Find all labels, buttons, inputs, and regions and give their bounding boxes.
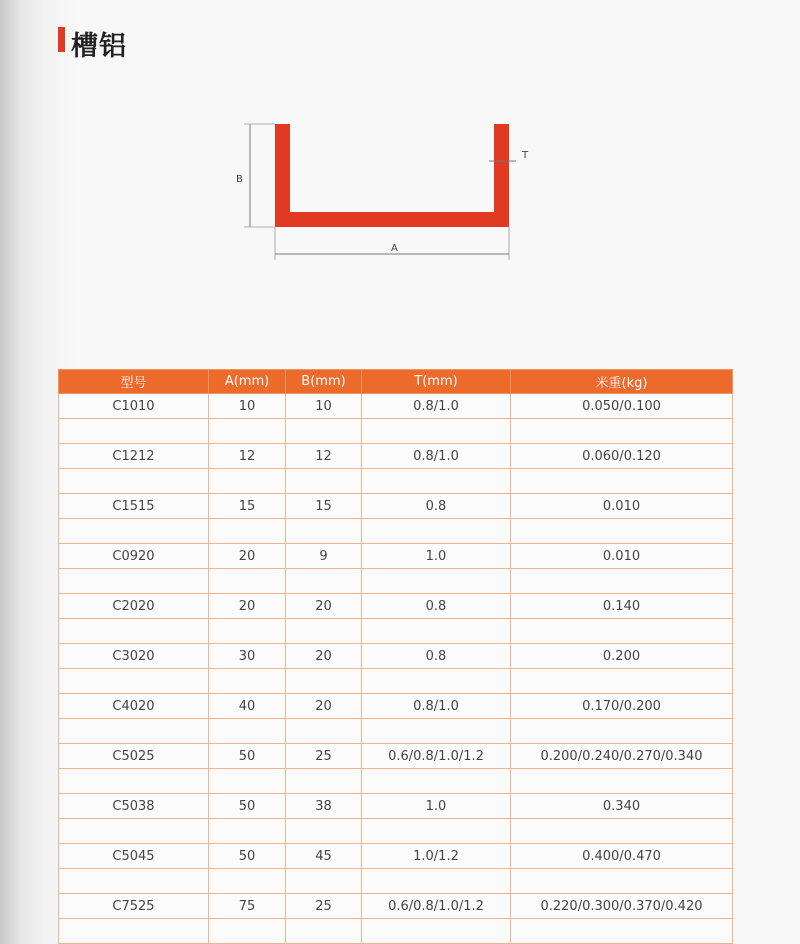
table-spacer-row — [59, 619, 733, 644]
cell-b: 9 — [286, 544, 362, 569]
table-row — [59, 644, 733, 669]
spacer-cell — [362, 619, 511, 644]
spacer-cell — [286, 469, 362, 494]
cell-model: C1212 — [59, 444, 209, 469]
spacer-cell — [59, 569, 209, 594]
spacer-cell — [362, 419, 511, 444]
spacer-cell — [511, 719, 733, 744]
spacer-cell — [286, 519, 362, 544]
cell-t: 0.6/0.8/1.0/1.2 — [362, 744, 511, 769]
cell-a: 12 — [209, 444, 286, 469]
header-model: 型号 — [59, 370, 209, 394]
spacer-cell — [209, 719, 286, 744]
spec-table — [58, 369, 733, 944]
cell-weight: 0.050/0.100 — [511, 394, 733, 419]
table-spacer-row — [59, 469, 733, 494]
spacer-cell — [286, 869, 362, 894]
spacer-cell — [511, 619, 733, 644]
spacer-cell — [362, 519, 511, 544]
spacer-cell — [286, 619, 362, 644]
spacer-cell — [511, 569, 733, 594]
cell-weight: 0.200/0.240/0.270/0.340 — [511, 744, 733, 769]
spacer-cell — [511, 519, 733, 544]
spacer-cell — [59, 619, 209, 644]
cell-b: 25 — [286, 894, 362, 919]
spacer-cell — [362, 769, 511, 794]
cell-weight: 0.060/0.120 — [511, 444, 733, 469]
cell-a: 40 — [209, 694, 286, 719]
spacer-cell — [209, 569, 286, 594]
dim-label-a: A — [391, 243, 398, 254]
cell-t: 0.8 — [362, 644, 511, 669]
cell-t: 0.8 — [362, 494, 511, 519]
table-header-row — [59, 370, 733, 394]
cell-b: 15 — [286, 494, 362, 519]
spacer-cell — [511, 819, 733, 844]
table-spacer-row — [59, 519, 733, 544]
cell-b: 20 — [286, 594, 362, 619]
cell-weight: 0.220/0.300/0.370/0.420 — [511, 894, 733, 919]
spacer-cell — [362, 569, 511, 594]
cell-model: C5045 — [59, 844, 209, 869]
cell-t: 0.8 — [362, 594, 511, 619]
spacer-cell — [59, 919, 209, 944]
table-spacer-row — [59, 919, 733, 944]
spacer-cell — [511, 419, 733, 444]
table-spacer-row — [59, 869, 733, 894]
cell-b: 20 — [286, 644, 362, 669]
spacer-cell — [59, 669, 209, 694]
cell-model: C5038 — [59, 794, 209, 819]
cell-a: 20 — [209, 594, 286, 619]
cell-model: C1010 — [59, 394, 209, 419]
table-row — [59, 594, 733, 619]
spacer-cell — [209, 469, 286, 494]
channel-profile-diagram — [0, 0, 800, 300]
spacer-cell — [286, 819, 362, 844]
spacer-cell — [511, 669, 733, 694]
cell-model: C0920 — [59, 544, 209, 569]
cell-weight: 0.200 — [511, 644, 733, 669]
cell-b: 20 — [286, 694, 362, 719]
cell-t: 0.8/1.0 — [362, 444, 511, 469]
cell-t: 1.0 — [362, 544, 511, 569]
table-row — [59, 894, 733, 919]
header-t: T(mm) — [362, 370, 511, 394]
spacer-cell — [511, 769, 733, 794]
cell-b: 38 — [286, 794, 362, 819]
header-b: B(mm) — [286, 370, 362, 394]
cell-weight: 0.010 — [511, 494, 733, 519]
cell-model: C4020 — [59, 694, 209, 719]
spacer-cell — [209, 919, 286, 944]
spacer-cell — [59, 719, 209, 744]
table-row — [59, 844, 733, 869]
table-spacer-row — [59, 569, 733, 594]
spacer-cell — [59, 519, 209, 544]
dim-label-b: B — [236, 174, 243, 185]
spacer-cell — [286, 569, 362, 594]
spacer-cell — [209, 519, 286, 544]
cell-t: 0.8/1.0 — [362, 694, 511, 719]
spacer-cell — [59, 769, 209, 794]
cell-weight: 0.340 — [511, 794, 733, 819]
cell-a: 10 — [209, 394, 286, 419]
spacer-cell — [59, 419, 209, 444]
cell-weight: 0.170/0.200 — [511, 694, 733, 719]
table-spacer-row — [59, 419, 733, 444]
spacer-cell — [362, 919, 511, 944]
cell-t: 0.6/0.8/1.0/1.2 — [362, 894, 511, 919]
cell-b: 10 — [286, 394, 362, 419]
cell-b: 25 — [286, 744, 362, 769]
spacer-cell — [209, 869, 286, 894]
cell-model: C2020 — [59, 594, 209, 619]
spacer-cell — [286, 719, 362, 744]
spacer-cell — [286, 769, 362, 794]
spacer-cell — [511, 919, 733, 944]
cell-t: 0.8/1.0 — [362, 394, 511, 419]
spacer-cell — [511, 469, 733, 494]
cell-weight: 0.140 — [511, 594, 733, 619]
cell-t: 1.0/1.2 — [362, 844, 511, 869]
table-row — [59, 444, 733, 469]
table-row — [59, 744, 733, 769]
spacer-cell — [362, 469, 511, 494]
cell-a: 50 — [209, 844, 286, 869]
table-row — [59, 794, 733, 819]
spacer-cell — [59, 469, 209, 494]
cell-a: 15 — [209, 494, 286, 519]
table-spacer-row — [59, 769, 733, 794]
table-row — [59, 494, 733, 519]
spacer-cell — [209, 819, 286, 844]
cell-b: 12 — [286, 444, 362, 469]
header-weight: 米重(kg) — [511, 370, 733, 394]
channel-profile-shape — [275, 124, 509, 227]
cell-model: C3020 — [59, 644, 209, 669]
cell-model: C5025 — [59, 744, 209, 769]
cell-a: 20 — [209, 544, 286, 569]
spacer-cell — [286, 669, 362, 694]
spacer-cell — [59, 869, 209, 894]
header-a: A(mm) — [209, 370, 286, 394]
cell-a: 50 — [209, 744, 286, 769]
spacer-cell — [362, 719, 511, 744]
spacer-cell — [209, 769, 286, 794]
cell-a: 75 — [209, 894, 286, 919]
spacer-cell — [286, 919, 362, 944]
spacer-cell — [286, 419, 362, 444]
cell-a: 50 — [209, 794, 286, 819]
cell-model: C7525 — [59, 894, 209, 919]
cell-b: 45 — [286, 844, 362, 869]
spacer-cell — [362, 669, 511, 694]
table-row — [59, 544, 733, 569]
spacer-cell — [209, 669, 286, 694]
spacer-cell — [511, 869, 733, 894]
spacer-cell — [209, 619, 286, 644]
spacer-cell — [362, 819, 511, 844]
spacer-cell — [209, 419, 286, 444]
table-row — [59, 394, 733, 419]
cell-t: 1.0 — [362, 794, 511, 819]
cell-weight: 0.400/0.470 — [511, 844, 733, 869]
spacer-cell — [59, 819, 209, 844]
table-spacer-row — [59, 719, 733, 744]
cell-model: C1515 — [59, 494, 209, 519]
table-row — [59, 694, 733, 719]
table-spacer-row — [59, 669, 733, 694]
table-spacer-row — [59, 819, 733, 844]
dim-label-t: T — [522, 150, 529, 161]
page-title: 槽铝 — [71, 31, 127, 62]
cell-a: 30 — [209, 644, 286, 669]
cell-weight: 0.010 — [511, 544, 733, 569]
spacer-cell — [362, 869, 511, 894]
